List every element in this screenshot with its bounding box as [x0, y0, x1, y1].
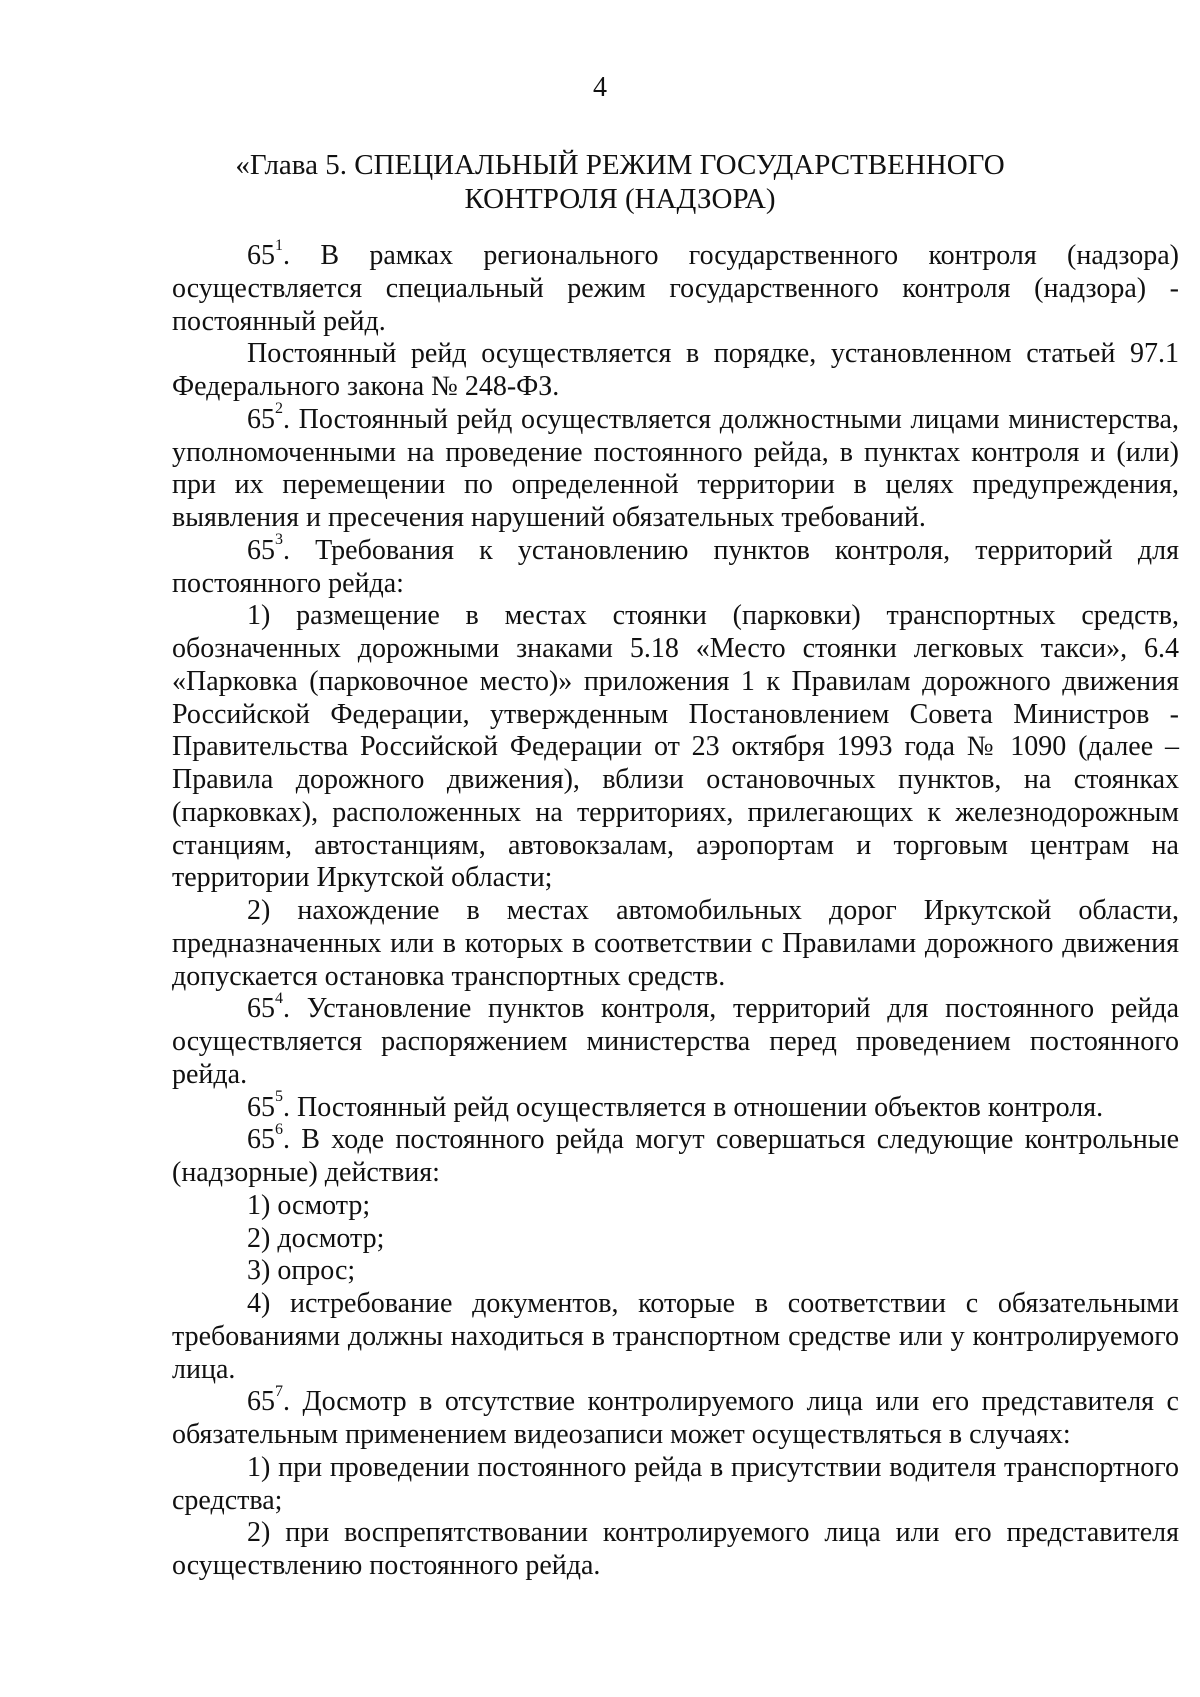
document-body	[172, 236, 1179, 1583]
list-item: 1) осмотр;	[247, 1189, 371, 1221]
paragraph-65-6: $65^6$. В ходе постоянного рейда могут совершаться следующие контрольные (надзорные) действия:	[172, 1120, 1179, 1188]
paragraph: Постоянный рейд осуществляется в порядке, установленном статьей 97.1 Федерального закона № 248-ФЗ.	[172, 338, 1179, 402]
paragraph-65-1: $65^1$. В рамках регионального государственного контроля (надзора) осуществляется специальный режим государственного контроля (надзора) - постоянный рейд.	[172, 236, 1179, 337]
chapter-title	[170, 148, 1070, 216]
paragraph-65-5: $65^5$. Постоянный рейд осуществляется в отношении объектов контроля.	[247, 1088, 1104, 1123]
chapter-title-line-1: «Глава 5. СПЕЦИАЛЬНЫЙ РЕЖИМ ГОСУДАРСТВЕННОГО	[235, 149, 1005, 181]
list-item: 4) истребование документов, которые в соответствии с обязательными требованиями должны находиться в транспортном средстве или у контролируемого лица.	[172, 1288, 1179, 1385]
list-item: 1) размещение в местах стоянки (парковки) транспортных средств, обозначенных дорожными знаками 5.18 «Место стоянки легковых такси», 6.4 «Парковка (парковочное место)» приложения 1 к Правилам дорожного движения Российской Федерации, утвержденным Постановлением Совета Министров - Правительства Российской Федерации от 23 октября 1993 года № 1090 (далее – Правила дорожного движения), вблизи остановочных пунктов, на стоянках (парковках), расположенных на территориях, прилегающих к железнодорожным станциям, автостанциям, автовокзалам, аэропортам и торговым центрам на территории Иркутской области;	[172, 600, 1179, 894]
paragraph-65-7: $65^7$. Досмотр в отсутствие контролируемого лица или его представителя с обязательным применением видеозаписи может осуществляться в случаях:	[172, 1382, 1179, 1450]
paragraph-65-2: $65^2$. Постоянный рейд осуществляется должностными лицами министерства, уполномоченными на проведение постоянного рейда, в пунктах контроля и (или) при их перемещении по определенной территории в целях предупреждения, выявления и пресечения нарушений обязательных требований.	[172, 400, 1179, 533]
list-item: 1) при проведении постоянного рейда в присутствии водителя транспортного средства;	[172, 1451, 1179, 1516]
page-number: 4	[593, 72, 607, 103]
paragraph-65-3: $65^3$. Требования к установлению пунктов контроля, территорий для постоянного рейда:	[172, 531, 1179, 599]
chapter-title-line-2: КОНТРОЛЯ (НАДЗОРА)	[464, 183, 776, 215]
list-item: 2) досмотр;	[247, 1222, 385, 1254]
list-item: 2) нахождение в местах автомобильных дорог Иркутской области, предназначенных или в которых в соответствии с Правилами дорожного движения допускается остановка транспортных средств.	[172, 895, 1179, 992]
list-item: 2) при воспрепятствовании контролируемого лица или его представителя осуществлению постоянного рейда.	[172, 1517, 1179, 1581]
list-item: 3) опрос;	[247, 1255, 356, 1287]
paragraph-65-4: $65^4$. Установление пунктов контроля, территорий для постоянного рейда осуществляется распоряжением министерства перед проведением постоянного рейда.	[172, 989, 1179, 1090]
